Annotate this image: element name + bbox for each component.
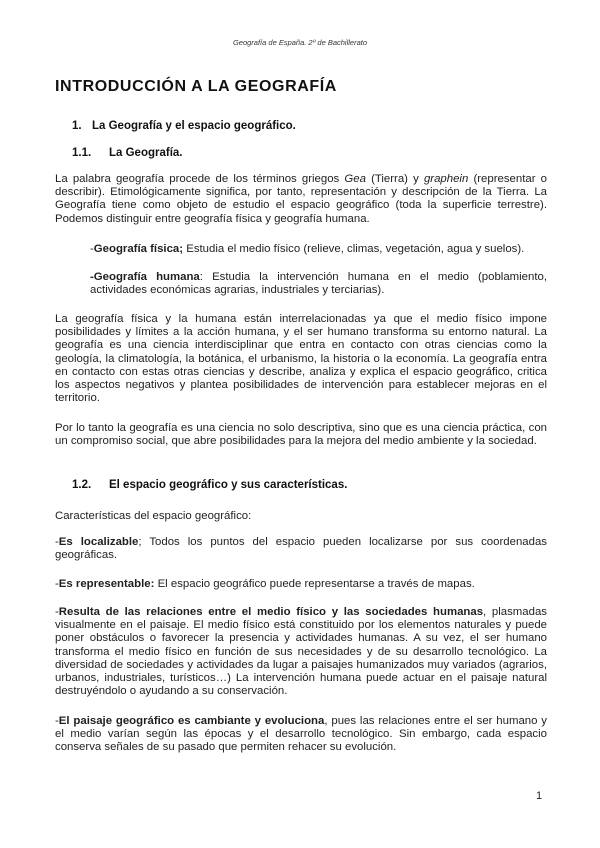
section-1-number: 1. xyxy=(72,120,82,132)
dash: - xyxy=(55,536,59,548)
intro-text-2: (Tierra) y xyxy=(365,173,424,185)
characteristic-changing-landscape xyxy=(55,715,547,755)
interdisciplinary-paragraph: La geografía física y la humana están interrelacionadas ya que el medio físico impone posibilidades y límites a la acción humana, y el ser humano transforma su entorno natural. La geografía es una ciencia interdisciplinar que entra en contacto con otras ciencias como la geología, la climatología, la botánica, el urbanismo, la historia o la economía. La geografía entra en contacto con estas otras ciencias y describe, analiza y explica el espacio geográfico, critica los aspectos negativos y plantea posibilidades de intervención para establecer mejoras en el territorio. xyxy=(55,313,547,405)
characteristic-label: Es representable: xyxy=(58,578,155,590)
characteristic-localizable xyxy=(55,536,547,562)
section-1-title: La Geografía y el espacio geográfico. xyxy=(92,120,296,132)
characteristic-text: ; Todos los puntos del espacio pueden localizarse por sus coordenadas geográficas. xyxy=(55,536,547,562)
physical-geography-item xyxy=(90,243,547,256)
section-1-1-heading xyxy=(72,147,183,159)
characteristic-representable xyxy=(55,578,547,591)
characteristic-text: El espacio geográfico puede representarse a través de mapas. xyxy=(154,578,475,590)
human-geography-text: : Estudia la intervención humana en el medio (poblamiento, actividades económicas agrarias, industriales y terciarias). xyxy=(90,271,548,297)
section-1-2-title: El espacio geográfico y sus características. xyxy=(109,479,348,491)
dash: - xyxy=(90,243,94,255)
intro-paragraph xyxy=(55,173,547,226)
term-graphein: graphein xyxy=(423,173,469,185)
intro-text-3: (representar o describir). Etimológicamente significa, por tanto, representación y descripción de la Tierra. La Geografía tiene como objeto de estudio el espacio geográfico (toda la superficie terrestre). Podemos distinguir entre geografía física y geografía humana. xyxy=(55,173,547,225)
characteristic-label: El paisaje geográfico es cambiante y evoluciona xyxy=(58,715,325,727)
section-1-2-heading xyxy=(72,479,347,491)
characteristic-label: Resulta de las relaciones entre el medio físico y las sociedades humanas xyxy=(58,606,484,618)
human-geography-label: -Geografía humana xyxy=(90,271,200,283)
physical-geography-label: Geografía física; xyxy=(93,243,184,255)
page-number: 1 xyxy=(536,790,543,802)
characteristic-text: , pues las relaciones entre el ser humano y el medio varían según las épocas y el desarrollo tecnológico. Sin embargo, cada espacio conserva señales de su pasado que permiten rehacer su evolución. xyxy=(55,715,547,754)
characteristic-relations xyxy=(55,606,547,698)
physical-geography-text: Estudia el medio físico (relieve, climas, vegetación, agua y suelos). xyxy=(183,243,525,255)
dash: - xyxy=(55,715,59,727)
characteristic-text: , plasmadas visualmente en el paisaje. El medio físico está constituido por los elementos naturales y puede poner obstáculos o favorecer la presencia y actividades humanas. A su vez, el ser humano transforma el medio físico en función de sus necesidades y de su desarrollo tecnológico. La diversidad de sociedades y actividades da lugar a paisajes humanizados muy variados (agrarios, urbanos, industriales, turísticos…) La intervención humana puede actuar en el paisaje natural destruyéndolo o ayudando a su conservación. xyxy=(55,606,547,698)
human-geography-item xyxy=(90,271,547,297)
intro-text-1: La palabra geografía procede de los términos griegos xyxy=(55,173,345,185)
section-1-heading xyxy=(72,120,296,132)
characteristics-intro: Características del espacio geográfico: xyxy=(55,510,252,522)
practical-science-paragraph: Por lo tanto la geografía es una ciencia no solo descriptiva, sino que es una ciencia práctica, con un compromiso social, que abre posibilidades para la mejora del medio ambiente y la sociedad. xyxy=(55,422,547,448)
running-header: Geografía de España. 2º de Bachillerato xyxy=(232,38,368,47)
characteristic-label: Es localizable xyxy=(58,536,139,548)
section-1-2-number: 1.2. xyxy=(72,479,92,491)
section-1-1-title: La Geografía. xyxy=(109,147,183,159)
dash: - xyxy=(55,578,59,590)
section-1-1-number: 1.1. xyxy=(72,147,92,159)
term-gea: Gea xyxy=(344,173,366,185)
dash: - xyxy=(55,606,59,618)
document-title: INTRODUCCIÓN A LA GEOGRAFÍA xyxy=(55,78,337,95)
